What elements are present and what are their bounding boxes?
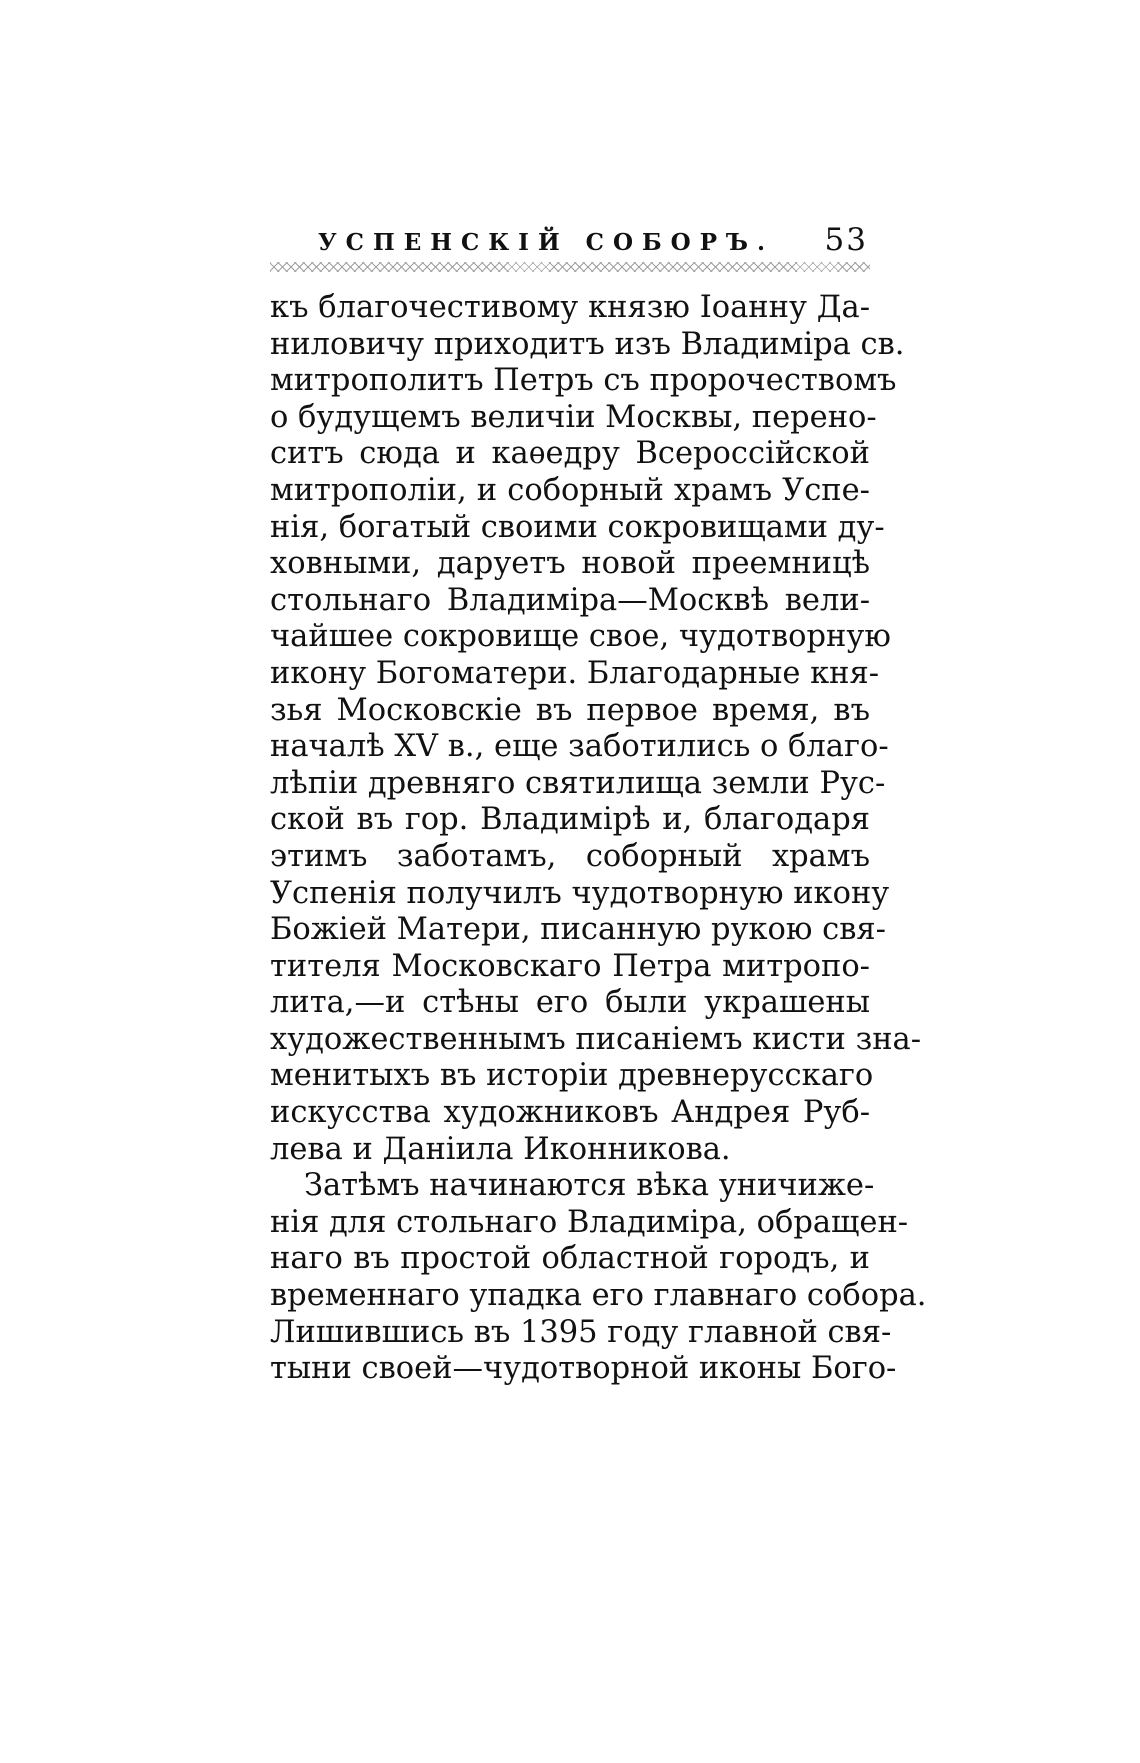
text-line: временнаго упадка его главнаго собора. (270, 1278, 927, 1314)
text-line: лева и Даніила Иконникова. (270, 1131, 731, 1167)
text-line: тителя Московскаго Петра митропо- (270, 948, 870, 984)
text-line: нія для стольнаго Владиміра, обращен- (270, 1204, 909, 1240)
text-line: Божіей Матери, писанную рукою свя- (270, 912, 886, 948)
text-line: о будущемъ величіи Москвы, перено- (270, 399, 877, 435)
text-line: менитыхъ въ исторіи древнерусскаго (270, 1058, 874, 1094)
text-line: митрополитъ Петръ съ пророчествомъ (270, 363, 897, 399)
text-line: Лишившись въ 1395 году главной свя- (270, 1314, 892, 1350)
paragraph (270, 290, 922, 1168)
running-title: УСПЕНСКІЙ СОБОРЪ. (318, 229, 775, 256)
text-line: художественнымъ писаніемъ кисти зна- (270, 1021, 922, 1057)
text-line: Затѣмъ начинаются вѣка уничиже- (304, 1168, 875, 1204)
text-line: лѣпіи древняго святилища земли Рус- (270, 765, 886, 801)
text-line: ниловичу приходитъ изъ Владиміра св. (270, 326, 905, 362)
text-line: ховными, даруетъ новой преемницѣ (270, 546, 870, 582)
body-text (270, 290, 927, 1388)
text-line: началѣ XV в., еще заботились о благо- (270, 729, 889, 765)
page-number: 53 (824, 222, 868, 258)
text-line: лита,—и стѣны его были украшены (270, 985, 870, 1021)
running-head (270, 222, 870, 258)
text-line: искусства художниковъ Андрея Руб- (270, 1095, 870, 1131)
text-line: Успенія получилъ чудотворную икону (270, 875, 890, 911)
text-line: икону Богоматери. Благодарные кня- (270, 655, 880, 691)
book-page (270, 222, 927, 1388)
text-line: ской въ гор. Владимірѣ и, благодаря (270, 802, 870, 838)
decorative-rule (270, 262, 870, 272)
text-line: чайшее сокровище свое, чудотворную (270, 619, 891, 655)
text-line: этимъ заботамъ, соборный храмъ (270, 838, 870, 874)
text-line: стольнаго Владиміра—Москвѣ вели- (270, 582, 870, 618)
text-line: зья Московскіе въ первое время, въ (270, 692, 870, 728)
text-line: наго въ простой областной городъ, и (270, 1241, 870, 1277)
paragraph (270, 1168, 927, 1388)
text-line: ситъ сюда и каѳедру Всероссійской (270, 436, 870, 472)
text-line: нія, богатый своими сокровищами ду- (270, 509, 885, 545)
text-line: къ благочестивому князю Іоанну Да- (270, 290, 870, 325)
text-line: митрополіи, и соборный храмъ Успе- (270, 472, 870, 508)
text-line: тыни своей—чудотворной иконы Бого- (270, 1351, 897, 1387)
